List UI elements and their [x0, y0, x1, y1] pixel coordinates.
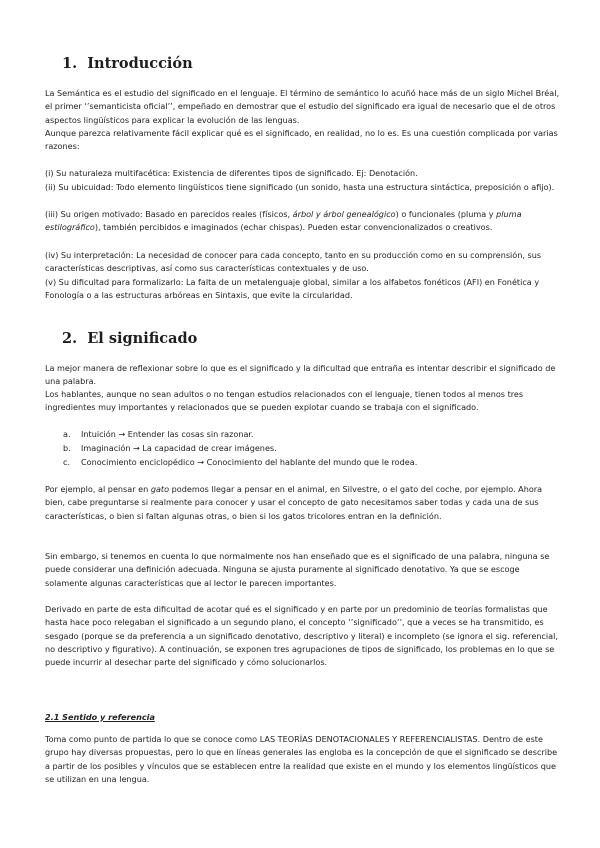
reason-5: (v) Su dificultad para formalizarlo: La falta de un metalenguaje global, similar a los alfabetos fonéticos (AFI) en Fonética y Fonología o a las estructuras arbóreas en Sintaxis, que evite la circularidad.: [45, 277, 540, 301]
list-marker-c: c.: [63, 457, 71, 467]
reason-3-italic-1: árbol y árbol genealógico: [292, 209, 396, 219]
reason-3-part-e: ), también percibidos e imaginados (echar chispas). Pueden estar convencionalizados o creativos.: [94, 222, 493, 233]
section-2-heading: [62, 330, 197, 347]
significado-paragraph-1: La mejor manera de reflexionar sobre lo que es el significado y la dificultad que entraña es intentar describir el significado de una palabra.: [45, 363, 556, 387]
sin-embargo-paragraph: Sin embargo, si tenemos en cuenta lo que normalmente nos han enseñado que es el significado de una palabra, ninguna se puede considerar una definición adecuada. Ninguna se ajusta puramente al significado denotativo. Ya que se escoge solamente algunas características que al lector le parecen importantes.: [45, 551, 550, 588]
list-text-b: Imaginación → La capacidad de crear imágenes.: [81, 443, 277, 453]
sentido-referencia-paragraph: Toma como punto de partida lo que se conoce como LAS TEORÍAS DENOTACIONALES Y REFERENCIALISTAS. Dentro de este grupo hay diversas propuestas, pero lo que en líneas generales las engloba es la concepción de que el significado se describe a partir de los posibles y vínculos que se establecen entre la realidad que existe en el mundo y los elementos lingüísticos que se utilizan en una lengua.: [45, 734, 558, 784]
section-1-number: 1.: [62, 55, 78, 72]
section-1-title: Introducción: [87, 55, 193, 72]
reason-3-part-a: (iii) Su origen motivado: Basado en parecidos reales (físicos,: [45, 209, 293, 219]
significado-paragraph-2: Los hablantes, aunque no sean adultos o no tengan estudios relacionados con el lenguaje, tienen todos al menos tres ingredientes muy importantes y relacionados que se pueden explotar cuando se trabaja con el significado.: [45, 389, 524, 413]
section-1-heading: [62, 55, 193, 72]
list-text-c: Conocimiento enciclopédico → Conocimiento del hablante del mundo que le rodea.: [81, 457, 418, 467]
derivado-paragraph: Derivado en parte de esta dificultad de acotar qué es el significado y en parte por un predominio de teorías formalistas que hasta hace poco relegaban el significado a un segundo plano, el concepto ‘’significado’’, que a veces se ha transmitido, es sesgado (porque se da preferencia a un significado denotativo, descriptivo y literal) e incompleto (se ignora el sig. referencial, no descriptivo y figurativo). A continuación, se exponen tres agrupaciones de tipos de significado, los problemas en lo que se puede incurrir al desechar parte del significado y cómo solucionarlos.: [45, 604, 558, 668]
list-item-b: [63, 442, 553, 455]
gato-part-c: podemos llegar a pensar en el animal, en Silvestre, o el gato del coche, por ejemplo. Ahora bien, cabe preguntarse si realmente para conocer y usar el concepto de gato necesitamos saber todas y cada una de sus características, o bien si faltan algunas otras, o bien si los gatos tricolores entran en la definición.: [45, 484, 543, 521]
section-2-number: 2.: [62, 330, 78, 347]
gato-italic: gato: [150, 484, 170, 494]
intro-paragraph-2: Aunque parezca relativamente fácil explicar qué es el significado, en realidad, no lo es. Es una cuestión complicada por varias razones:: [45, 128, 558, 152]
subsection-2-1-heading: 2.1 Sentido y referencia: [45, 712, 155, 722]
section-2-title: El significado: [87, 330, 198, 347]
intro-paragraph-1: La Semántica es el estudio del significado en el lenguaje. El término de semántico lo acuñó hace más de un siglo Michel Bréal, el primer ‘’semanticista oficial’’, empeñado en demostrar que el estudio del significado era igual de necesario que el de otros aspectos lingüísticos para explicar la evolución de las lenguas.: [45, 88, 560, 125]
list-item-a: [63, 428, 553, 441]
gato-paragraph: [45, 483, 560, 523]
reason-2: (ii) Su ubicuidad: Todo elemento lingüísticos tiene significado (un sonido, hasta una estructura sintáctica, preposición o afijo).: [45, 182, 555, 192]
list-marker-b: b.: [63, 443, 71, 453]
reason-4: (iv) Su interpretación: La necesidad de conocer para cada concepto, tanto en su producción como en su comprensión, sus características descriptivas, así como sus características contextuales y de uso.: [45, 250, 542, 274]
list-text-a: Intuición → Entender las cosas sin razonar.: [81, 429, 254, 439]
gato-part-a: Por ejemplo, al pensar en: [45, 484, 151, 494]
reason-1: (i) Su naturaleza multifacética: Existencia de diferentes tipos de significado. Ej: Denotación.: [45, 168, 418, 178]
list-marker-a: a.: [63, 429, 71, 439]
reason-3: [45, 208, 560, 235]
list-item-c: [63, 456, 553, 469]
reason-3-italic-2: pluma estilográfico: [45, 209, 522, 233]
reason-3-part-c: ) o funcionales (pluma y: [395, 209, 497, 219]
